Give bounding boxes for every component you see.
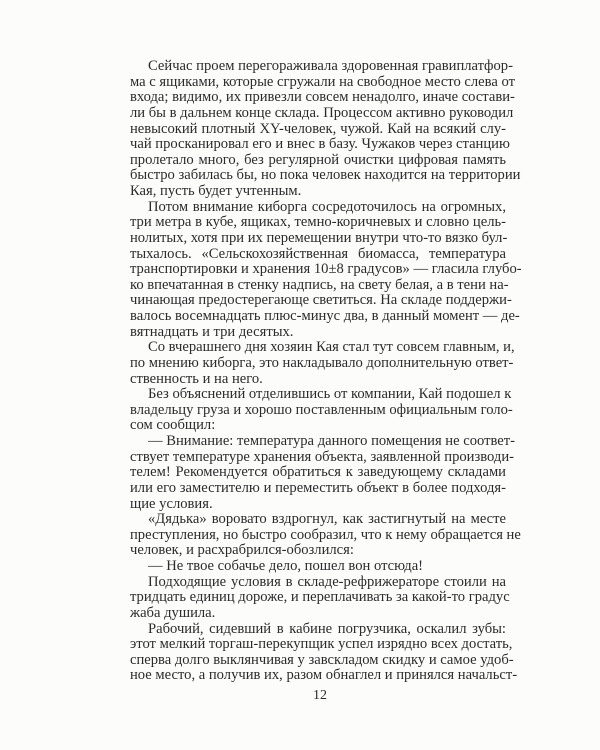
text-line: Без объяснений отделившись от компании, Кай подошел к (148, 386, 512, 403)
text-line: Сейчас проем перегораживала здоровенная гравиплатфор- (148, 58, 513, 74)
paragraph (130, 433, 516, 512)
paragraph (130, 58, 521, 200)
text-line: три метра в кубе, ящиках, темно-коричневых и словно цель- (130, 214, 506, 231)
text-line: Рабочий, сидевший в кабине погрузчика, оскалил зубы: (148, 620, 506, 637)
paragraph (130, 620, 518, 685)
text-line: по мнению киборга, это накладывало дополнительную ответ- (130, 354, 514, 371)
text-line: — Внимание: температура данного помещения не соответ- (148, 433, 516, 449)
text-line: щие условия. (130, 495, 213, 512)
page-number: 12 (313, 688, 327, 703)
text-line: человек, и расхрабрился-обозлился: (130, 542, 354, 559)
text-line: ствует температуре хранения объекта, заявленной производи- (130, 448, 515, 465)
text-line: Потом внимание киборга сосредоточилось на огромных, (148, 198, 506, 215)
text-line: ли бы в дальнем конце склада. Процессом активно руководил (130, 104, 514, 121)
text-line: вятнадцать и три десятых. (130, 323, 294, 340)
paragraph (130, 339, 515, 387)
paragraph (130, 198, 522, 341)
paragraph (130, 559, 506, 575)
text-line: быстро забилась бы, но пока человек находится на территории (130, 167, 521, 184)
text-line: чай просканировал его и внес в базу. Чужаков через станцию (130, 136, 510, 153)
text-line: ное место, а получив их, разом обнаглел и принялся начальст- (130, 667, 518, 684)
text-line: этот мелкий торгаш-перекупщик успел изрядно всех достать, (130, 636, 513, 653)
text-line: «Дядька» воровато вздрогнул, как застигнутый на месте (148, 511, 506, 528)
text-line: Со вчерашнего дня хозяин Кая стал тут совсем главным, и, (148, 339, 515, 356)
text-line: жаба душила. (130, 604, 216, 621)
body-text (130, 58, 522, 684)
text-line: Подходящие условия в складе-рефрижераторе стоили на (148, 573, 506, 590)
text-line: владельцу груза и хорошо поставленным официальным голо- (130, 401, 513, 418)
text-line: чинающая предостерегающе светиться. На складе поддержи- (130, 292, 512, 309)
text-line: валось восемнадцать плюс-минус два, в данный момент — де- (130, 308, 520, 324)
text-line: ко впечатанная в стенку надпись, на свету белая, а в тени на- (130, 276, 509, 293)
text-line: ма с ящиками, которые сгружали на свободное место слева от (130, 73, 515, 90)
text-line: транспортировки и хранения 10±8 градусов» — гласила глубо- (130, 261, 522, 278)
text-line: Кая, пусть будет учтенным. (130, 183, 302, 199)
text-line: ственность и на него. (130, 370, 263, 387)
text-line: преступления, но быстро сообразил, что к нему обращается не (130, 526, 521, 543)
paragraph (130, 386, 513, 434)
text-line: нолитых, хотя при их перемещении внутри что-то вязко бул- (130, 229, 508, 246)
text-line: невысокий плотный XY-человек, чужой. Кай на всякий слу- (130, 120, 506, 137)
text-line: тыхалось. «Сельскохозяйственная биомасса, температура (130, 245, 506, 262)
text-line: телем! Рекомендуется обратиться к заведующему складами (130, 464, 506, 481)
text-line: сом сообщил: (130, 417, 216, 434)
text-line: сперва долго выклянчивая у завскладом скидку и самое удоб- (130, 651, 514, 668)
paragraph (130, 511, 521, 559)
text-line: пролетало много, без регулярной очистки цифровая память (130, 151, 506, 168)
text-line: входа; видимо, их привезли совсем ненадолго, иначе состави- (130, 89, 515, 106)
text-line: — Не твое собачье дело, пошел вон отсюда! (148, 558, 424, 574)
text-line: или его заместителю и переместить объект в более подходя- (130, 479, 506, 496)
text-line: тридцать единиц дороже, и переплачивать за какой-то градус (130, 589, 510, 606)
paragraph (130, 573, 510, 622)
